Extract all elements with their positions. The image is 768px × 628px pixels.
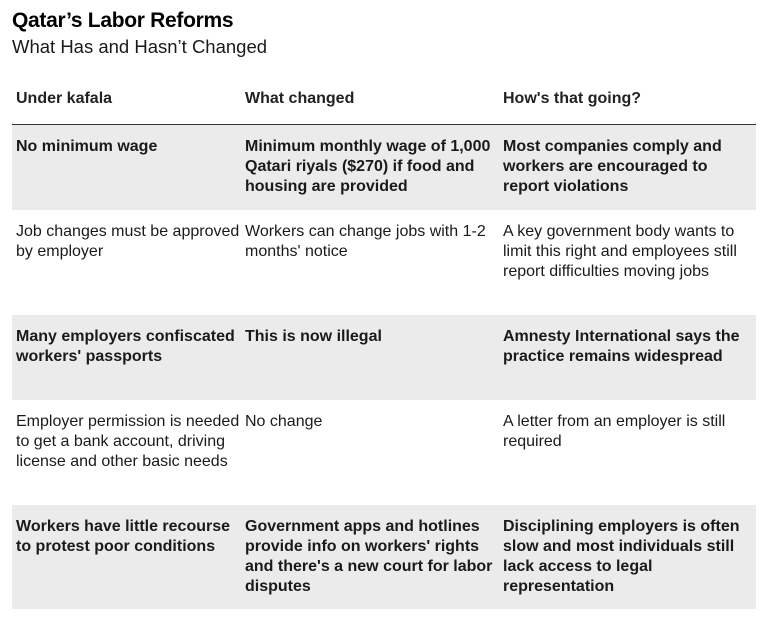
table-row	[12, 210, 756, 315]
table-row	[12, 505, 756, 609]
table-cell: A letter from an employer is still required	[503, 413, 726, 450]
table-cell: Many employers confiscated workers' passports	[16, 328, 235, 365]
table-cell: This is now illegal	[245, 328, 382, 345]
table-cell: A key government body wants to limit this right and employees still report difficulties moving jobs	[503, 223, 737, 280]
page-subtitle: What Has and Hasn’t Changed	[12, 36, 268, 57]
table-cell: Employer permission is needed to get a bank account, driving license and other basic needs	[16, 413, 240, 470]
table-cell: No minimum wage	[16, 138, 158, 155]
table-cell: Most companies comply and workers are encouraged to report violations	[503, 138, 722, 195]
table-cell: Government apps and hotlines provide info on workers' rights and there's a new court for labor disputes	[245, 518, 493, 595]
column-header-how-going: How's that going?	[503, 90, 642, 107]
table-row	[12, 125, 756, 210]
table-row	[12, 315, 756, 400]
column-header-under-kafala: Under kafala	[16, 90, 113, 107]
table-cell: Job changes must be approved by employer	[16, 223, 240, 260]
table-cell: Minimum monthly wage of 1,000 Qatari riyals ($270) if food and housing are provided	[245, 138, 491, 195]
table-header	[12, 79, 756, 125]
reforms-table	[12, 79, 756, 609]
table-cell: Amnesty International says the practice remains widespread	[503, 328, 740, 365]
table-row	[12, 400, 756, 505]
table-cell: Workers have little recourse to protest poor conditions	[16, 518, 231, 555]
table-cell: Disciplining employers is often slow and most individuals still lack access to legal representation	[503, 518, 740, 595]
table-cell: Workers can change jobs with 1-2 months' notice	[245, 223, 486, 260]
table-cell: No change	[245, 413, 323, 430]
page-title: Qatar’s Labor Reforms	[12, 9, 234, 32]
column-header-what-changed: What changed	[245, 90, 355, 107]
